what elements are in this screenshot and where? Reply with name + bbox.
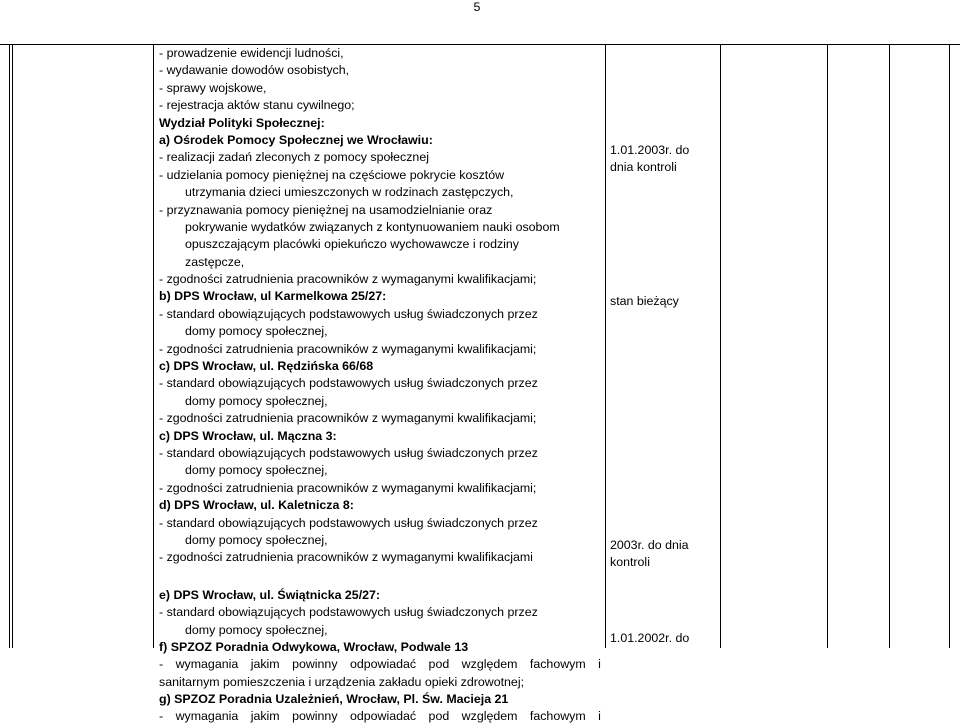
inspection-scope-text [159, 45, 601, 726]
word: pod [428, 709, 450, 724]
text-line: - sprawy wojskowe, [159, 80, 267, 95]
section-heading: c) DPS Wrocław, ul. Rędzińska 66/68 [159, 359, 374, 374]
text-line: - zgodności zatrudnienia pracowników z wymaganymi kwalifikacjami; [159, 341, 537, 356]
word: - [159, 709, 164, 724]
text-line [159, 708, 601, 725]
word: i [598, 709, 601, 724]
text-line: pokrywanie wydatków związanych z kontynuowaniem nauki osobom [185, 219, 560, 234]
section-heading: Wydział Polityki Społecznej: [159, 115, 325, 130]
section-heading: b) DPS Wrocław, ul Karmelkowa 25/27: [159, 289, 387, 304]
text-line: sanitarnym pomieszczenia i urządzenia zakładu opieki zdrowotnej; [159, 674, 525, 689]
column-divider-5 [720, 44, 721, 648]
text-line: - zgodności zatrudnienia pracowników z wymaganymi kwalifikacjami; [159, 480, 537, 495]
section-heading: f) SPZOZ Poradnia Odwykowa, Wrocław, Podwale 13 [159, 639, 469, 654]
text-line: - zgodności zatrudnienia pracowników z wymaganymi kwalifikacjami; [159, 411, 537, 426]
column-divider-8 [949, 44, 950, 648]
side-note-g-line1: 1.01.2002r. do [610, 631, 690, 645]
word: fachowym [529, 709, 586, 724]
section-heading: g) SPZOZ Poradnia Uzależnień, Wrocław, Pl. Św. Macieja 21 [159, 692, 509, 707]
text-line: domy pomocy społecznej, [185, 463, 328, 478]
text-line: - standard obowiązujących podstawowych usług świadczonych przez [159, 445, 538, 460]
text-line: - standard obowiązujących podstawowych usług świadczonych przez [159, 515, 538, 530]
column-divider-1 [9, 44, 10, 648]
section-gap [159, 567, 601, 587]
text-line: domy pomocy społecznej, [185, 393, 328, 408]
section-heading: a) Ośrodek Pomocy Społecznej we Wrocławiu: [159, 132, 433, 147]
text-line: - realizacji zadań zleconych z pomocy społecznej [159, 150, 429, 165]
side-note-e-line1: 2003r. do dnia [610, 538, 689, 552]
column-divider-3 [153, 44, 154, 648]
text-line [159, 656, 601, 673]
column-divider-6 [827, 44, 828, 648]
text-line: - udzielania pomocy pieniężnej na częściowe pokrycie kosztów [159, 167, 505, 182]
text-line: domy pomocy społecznej, [185, 324, 328, 339]
word: pod [428, 657, 450, 672]
text-line: - zgodności zatrudnienia pracowników z wymaganymi kwalifikacjami [159, 550, 533, 565]
side-note-e-line2: kontroli [610, 555, 650, 570]
text-line: - zgodności zatrudnienia pracowników z wymaganymi kwalifikacjami; [159, 272, 537, 287]
word: powinny [292, 709, 338, 724]
page-number: 5 [473, 0, 481, 14]
text-line: - wydawanie dowodów osobistych, [159, 63, 350, 78]
text-line: - standard obowiązujących podstawowych usług świadczonych przez [159, 376, 538, 391]
side-note-b-line1: stan bieżący [610, 294, 679, 308]
word: odpowiadać [349, 709, 417, 724]
column-divider-2 [12, 44, 13, 648]
text-line: opuszczającym placówki opiekuńczo wychowawcze i rodziny [185, 237, 520, 252]
word: względem [461, 657, 518, 672]
word: odpowiadać [349, 657, 417, 672]
word: powinny [292, 657, 338, 672]
section-heading: e) DPS Wrocław, ul. Świątnicka 25/27: [159, 587, 381, 602]
side-note-g [610, 630, 714, 647]
word: - [159, 657, 164, 672]
text-line: - standard obowiązujących podstawowych usług świadczonych przez [159, 605, 538, 620]
side-note-a-line2: dnia kontroli [610, 160, 677, 175]
text-line: - rejestracja aktów stanu cywilnego; [159, 98, 355, 113]
text-line: - standard obowiązujących podstawowych usług świadczonych przez [159, 306, 538, 321]
word: względem [461, 709, 518, 724]
text-line: domy pomocy społecznej, [185, 622, 328, 637]
side-note-a-line1: 1.01.2003r. do [610, 143, 690, 157]
text-line: zastępcze, [185, 254, 245, 269]
side-note-b [610, 293, 714, 310]
text-line: - prowadzenie ewidencji ludności, [159, 46, 344, 60]
word: jakim [250, 709, 280, 724]
section-heading: c) DPS Wrocław, ul. Mączna 3: [159, 428, 337, 443]
word: jakim [250, 657, 280, 672]
text-line: utrzymania dzieci umieszczonych w rodzinach zastępczych, [185, 185, 514, 200]
side-note-e [610, 537, 714, 572]
word: i [598, 657, 601, 672]
section-heading: d) DPS Wrocław, ul. Kaletnicza 8: [159, 498, 354, 513]
word: fachowym [529, 657, 586, 672]
column-divider-4 [605, 44, 606, 648]
text-line: - przyznawania pomocy pieniężnej na usamodzielnianie oraz [159, 202, 493, 217]
text-line: domy pomocy społecznej, [185, 532, 328, 547]
word: wymagania [175, 709, 239, 724]
column-divider-7 [889, 44, 890, 648]
side-note-a [610, 142, 714, 177]
word: wymagania [175, 657, 239, 672]
